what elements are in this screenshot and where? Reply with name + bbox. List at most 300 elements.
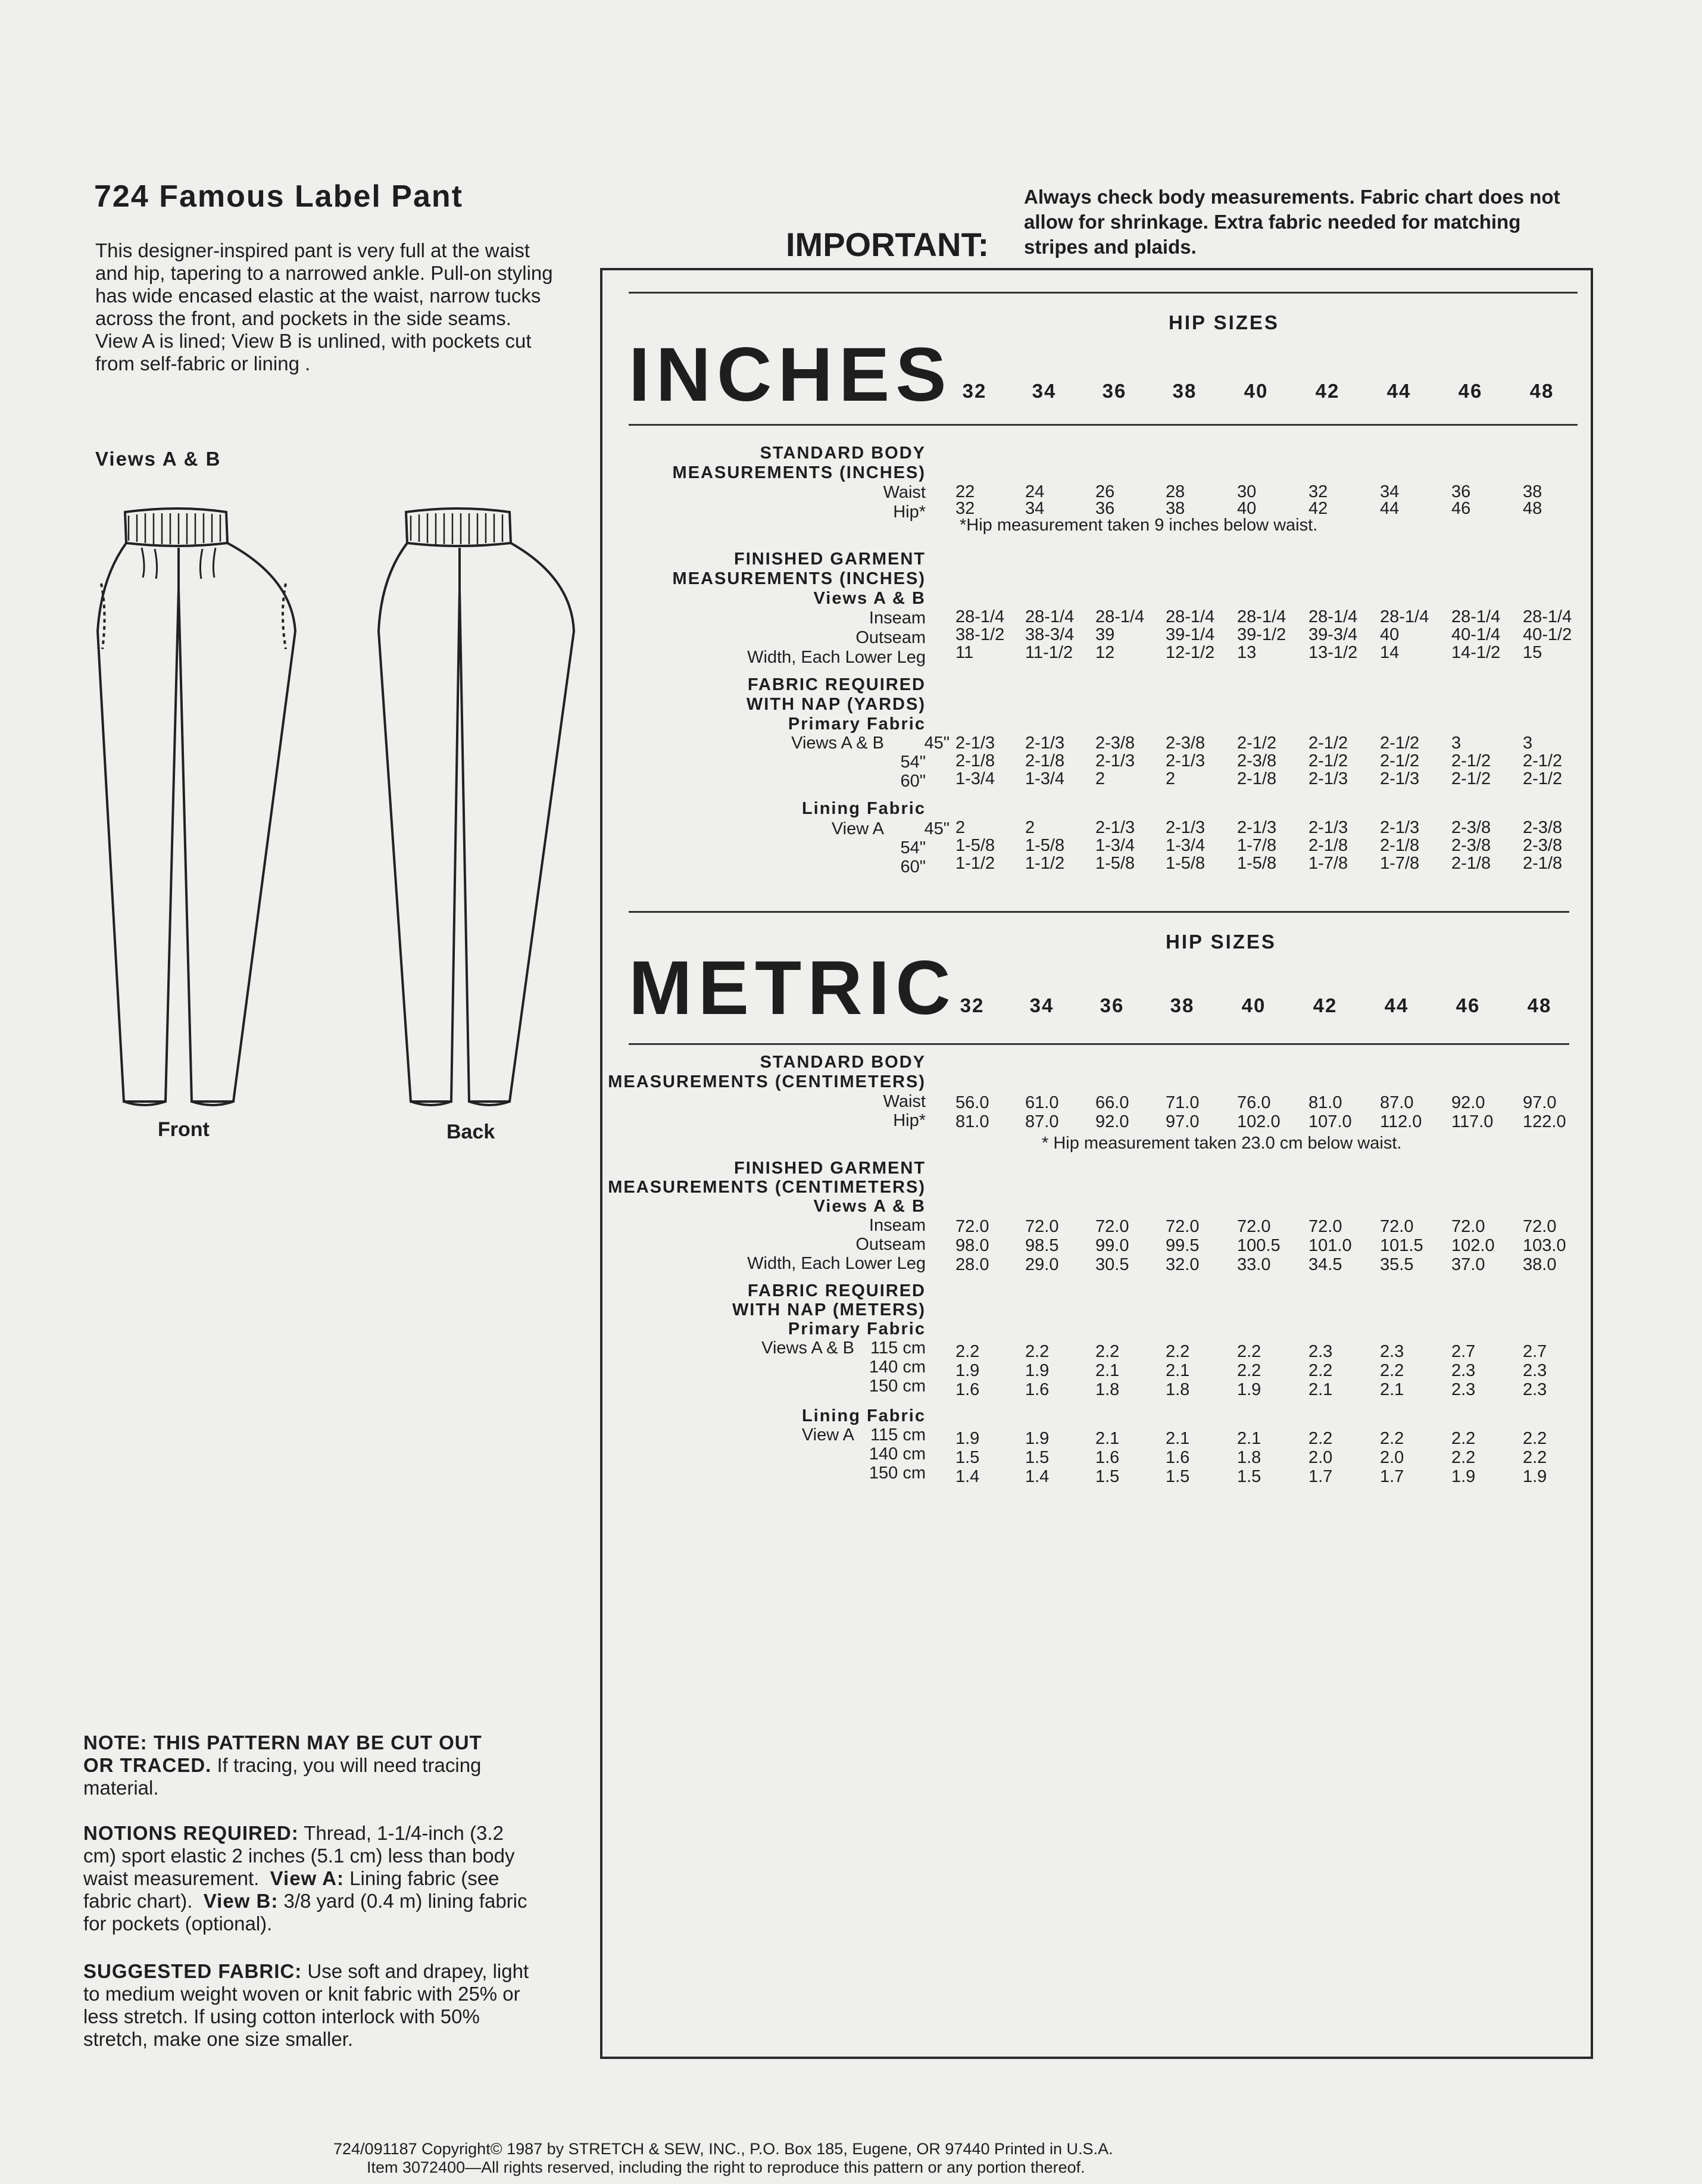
row-label: 140 cm: [869, 1358, 926, 1377]
table-cell: 72.0: [1025, 1217, 1059, 1236]
size-header: 38: [1170, 994, 1195, 1016]
footer-line: Item 3072400—All rights reserved, including the right to reproduce this pattern or any portion thereof.: [367, 2158, 1085, 2176]
table-cell: 28-1/4: [1166, 607, 1215, 626]
table-cell: 2.1: [1095, 1429, 1120, 1448]
table-cell: 1.5: [955, 1448, 980, 1467]
table-cell: 2.1: [1380, 1380, 1404, 1399]
table-cell: 24: [1025, 482, 1045, 501]
important-line: allow for shrinkage. Extra fabric needed for matching: [1024, 211, 1521, 233]
table-cell: 2.1: [1166, 1361, 1190, 1380]
table-cell: 81.0: [1308, 1093, 1342, 1112]
size-header: 38: [1172, 380, 1197, 402]
size-header: 36: [1102, 380, 1127, 402]
inches-hip-sizes-label: HIP SIZES: [1169, 311, 1279, 333]
table-cell: 2.0: [1308, 1448, 1333, 1467]
table-cell: 1-5/8: [1237, 854, 1277, 873]
table-cell: 2-1/8: [1523, 854, 1563, 873]
table-cell: 1-5/8: [955, 836, 995, 855]
table-cell: 99.0: [1095, 1236, 1129, 1255]
table-cell: 2.2: [1380, 1429, 1404, 1448]
table-cell: 2.2: [955, 1342, 980, 1361]
table-cell: 40-1/4: [1451, 625, 1501, 644]
divider: [629, 424, 1578, 426]
divider: [629, 1043, 1569, 1045]
table-cell: 2-1/2: [1451, 769, 1491, 788]
section-label: Views A & B: [813, 589, 926, 608]
section-label: STANDARD BODY: [760, 1053, 926, 1072]
note-text: material.: [83, 1777, 159, 1799]
size-header: 32: [960, 994, 985, 1016]
table-cell: 1-3/4: [955, 769, 995, 788]
table-cell: 28-1/4: [1451, 607, 1501, 626]
note-text: If tracing, you will need tracing: [211, 1754, 482, 1776]
fabric-text: to medium weight woven or knit fabric with 25% or: [83, 1983, 520, 2005]
table-cell: 13: [1237, 643, 1257, 662]
size-header: 48: [1529, 380, 1554, 402]
table-cell: 1.9: [1451, 1467, 1476, 1486]
table-cell: 71.0: [1166, 1093, 1200, 1112]
table-cell: 46: [1451, 499, 1471, 518]
table-cell: 66.0: [1095, 1093, 1129, 1112]
table-cell: 2-1/8: [1308, 836, 1348, 855]
table-cell: 42: [1308, 499, 1328, 518]
table-cell: 36: [1095, 499, 1115, 518]
row-label: Inseam: [869, 609, 926, 628]
size-header: 48: [1527, 994, 1552, 1016]
table-cell: 39: [1095, 625, 1115, 644]
table-cell: 2.3: [1523, 1361, 1547, 1380]
table-cell: 32.0: [1166, 1255, 1200, 1274]
table-cell: 2-1/3: [1380, 769, 1420, 788]
table-cell: 1.9: [1025, 1361, 1050, 1380]
table-cell: 36: [1451, 482, 1471, 501]
table-cell: 2: [1025, 818, 1035, 837]
section-label: FABRIC REQUIRED: [747, 1281, 926, 1300]
table-cell: 1-3/4: [1025, 769, 1065, 788]
size-header: 44: [1386, 380, 1411, 402]
row-label: 45": [924, 819, 950, 838]
table-cell: 72.0: [1237, 1217, 1271, 1236]
row-label: Waist: [883, 483, 926, 502]
table-cell: 1.9: [955, 1361, 980, 1380]
table-cell: 2.2: [1095, 1342, 1120, 1361]
size-header: 44: [1384, 994, 1409, 1016]
notions-note: [83, 1822, 572, 1935]
notions-text: fabric chart).: [83, 1890, 193, 1912]
table-cell: 1.4: [955, 1467, 980, 1486]
table-cell: 28-1/4: [1380, 607, 1429, 626]
inches-hip-footnote: *Hip measurement taken 9 inches below waist.: [960, 516, 1318, 535]
description-line: has wide encased elastic at the waist, narrow tucks: [95, 285, 541, 307]
front-pant-illustration: [89, 506, 304, 1113]
footer-line: 724/091187 Copyright© 1987 by STRETCH & SEW, INC., P.O. Box 185, Eugene, OR 97440 Printed in U.S.A.: [333, 2140, 1113, 2158]
size-header: 42: [1315, 380, 1340, 402]
table-cell: 28-1/4: [1308, 607, 1358, 626]
row-label: 54": [900, 838, 926, 857]
table-cell: 97.0: [1523, 1093, 1557, 1112]
table-cell: 22: [955, 482, 975, 501]
table-cell: 1.6: [1095, 1448, 1120, 1467]
table-cell: 48: [1523, 499, 1542, 518]
table-cell: 98.0: [955, 1236, 989, 1255]
table-cell: 72.0: [1523, 1217, 1557, 1236]
table-cell: 12-1/2: [1166, 643, 1215, 662]
table-cell: 34: [1380, 482, 1400, 501]
row-label: 150 cm: [869, 1377, 926, 1396]
table-cell: 32: [1308, 482, 1328, 501]
row-label: Views A & B: [791, 734, 884, 753]
table-cell: 28-1/4: [1095, 607, 1145, 626]
size-header: 46: [1456, 994, 1481, 1016]
table-cell: 72.0: [1308, 1217, 1342, 1236]
table-cell: 38: [1523, 482, 1542, 501]
table-cell: 122.0: [1523, 1112, 1566, 1131]
table-cell: 2-1/8: [1237, 769, 1277, 788]
table-cell: 38-3/4: [1025, 625, 1075, 644]
table-cell: 1-5/8: [1025, 836, 1065, 855]
table-cell: 102.0: [1237, 1112, 1281, 1131]
important-line: stripes and plaids.: [1024, 236, 1197, 258]
table-cell: 2-1/2: [1237, 734, 1277, 753]
table-cell: 2.2: [1451, 1448, 1476, 1467]
table-cell: 2-3/8: [1451, 818, 1491, 837]
fabric-text: stretch, make one size smaller.: [83, 2028, 354, 2050]
table-cell: 29.0: [1025, 1255, 1059, 1274]
row-label: Waist: [883, 1092, 926, 1111]
size-header: 36: [1100, 994, 1125, 1016]
table-cell: 39-1/2: [1237, 625, 1286, 644]
table-cell: 1.9: [1025, 1429, 1050, 1448]
table-cell: 3: [1451, 734, 1461, 753]
table-cell: 28-1/4: [1237, 607, 1286, 626]
section-label: STANDARD BODY: [760, 444, 926, 463]
table-cell: 2-3/8: [1166, 734, 1206, 753]
table-cell: 2.2: [1380, 1361, 1404, 1380]
table-cell: 26: [1095, 482, 1115, 501]
table-cell: 100.5: [1237, 1236, 1281, 1255]
table-cell: 2.2: [1451, 1429, 1476, 1448]
table-cell: 61.0: [1025, 1093, 1059, 1112]
table-cell: 76.0: [1237, 1093, 1271, 1112]
table-cell: 72.0: [1451, 1217, 1485, 1236]
table-cell: 1-1/2: [955, 854, 995, 873]
notions-text: 3/8 yard (0.4 m) lining fabric: [278, 1890, 527, 1912]
table-cell: 1-3/4: [1166, 836, 1206, 855]
row-label: Views A & B: [761, 1339, 854, 1358]
table-cell: 112.0: [1380, 1112, 1422, 1131]
table-cell: 2.1: [1237, 1429, 1261, 1448]
table-cell: 1.8: [1095, 1380, 1120, 1399]
table-cell: 2-1/8: [1025, 751, 1065, 770]
size-header: 40: [1244, 380, 1269, 402]
table-cell: 2.2: [1523, 1448, 1547, 1467]
size-header: 46: [1458, 380, 1483, 402]
table-cell: 101.0: [1308, 1236, 1352, 1255]
table-cell: 98.5: [1025, 1236, 1059, 1255]
description-line: across the front, and pockets in the side seams.: [95, 307, 511, 329]
table-cell: 14: [1380, 643, 1400, 662]
table-cell: 1-7/8: [1237, 836, 1277, 855]
table-cell: 1.9: [955, 1429, 980, 1448]
table-cell: 2-1/2: [1523, 769, 1563, 788]
table-cell: 1.5: [1025, 1448, 1050, 1467]
description-line: and hip, tapering to a narrowed ankle. Pull-on styling: [95, 262, 553, 284]
table-cell: 2.2: [1523, 1429, 1547, 1448]
table-cell: 2-1/8: [955, 751, 995, 770]
section-label: FINISHED GARMENT: [734, 550, 926, 569]
row-label: Hip*: [893, 503, 926, 522]
table-cell: 56.0: [955, 1093, 989, 1112]
section-label: MEASUREMENTS (CENTIMETERS): [608, 1072, 926, 1091]
table-cell: 38: [1166, 499, 1185, 518]
section-label: Primary Fabric: [788, 715, 926, 734]
table-cell: 101.5: [1380, 1236, 1423, 1255]
table-cell: 34.5: [1308, 1255, 1342, 1274]
table-cell: 2-1/2: [1380, 734, 1420, 753]
table-cell: 2.2: [1308, 1361, 1333, 1380]
table-cell: 1.4: [1025, 1467, 1050, 1486]
row-label: Width, Each Lower Leg: [747, 648, 926, 667]
table-cell: 2-1/2: [1523, 751, 1563, 770]
table-cell: 97.0: [1166, 1112, 1200, 1131]
table-cell: 1-1/2: [1025, 854, 1065, 873]
cut-out-note: [83, 1731, 572, 1799]
section-label: FINISHED GARMENT: [734, 1159, 926, 1178]
table-cell: 30: [1237, 482, 1257, 501]
table-cell: 2.2: [1166, 1342, 1190, 1361]
table-cell: 28.0: [955, 1255, 989, 1274]
pattern-description: [95, 239, 589, 375]
metric-hip-footnote: * Hip measurement taken 23.0 cm below waist.: [1042, 1134, 1402, 1153]
table-cell: 2-1/2: [1308, 751, 1348, 770]
table-cell: 38.0: [1523, 1255, 1557, 1274]
table-cell: 2.0: [1380, 1448, 1404, 1467]
fabric-text: less stretch. If using cotton interlock with 50%: [83, 2005, 480, 2027]
notions-heading: NOTIONS REQUIRED:: [83, 1822, 299, 1844]
table-cell: 1-5/8: [1095, 854, 1135, 873]
row-label: Inseam: [869, 1216, 926, 1235]
fabric-heading: SUGGESTED FABRIC:: [83, 1960, 302, 1982]
table-cell: 92.0: [1095, 1112, 1129, 1131]
table-cell: 2-1/2: [1451, 751, 1491, 770]
table-cell: 2-3/8: [1523, 818, 1563, 837]
table-cell: 2-3/8: [1237, 751, 1277, 770]
table-cell: 2.7: [1451, 1342, 1476, 1361]
table-cell: 1-5/8: [1166, 854, 1206, 873]
table-cell: 2.7: [1523, 1342, 1547, 1361]
table-cell: 2-1/3: [1095, 818, 1135, 837]
row-label: 60": [900, 857, 926, 876]
table-cell: 38-1/2: [955, 625, 1005, 644]
notions-text: cm) sport elastic 2 inches (5.1 cm) less than body: [83, 1845, 515, 1867]
table-cell: 1.5: [1166, 1467, 1190, 1486]
table-cell: 2-1/3: [955, 734, 995, 753]
divider: [629, 292, 1578, 294]
table-cell: 28: [1166, 482, 1185, 501]
table-cell: 1.9: [1523, 1467, 1547, 1486]
size-header: 32: [962, 380, 987, 402]
notions-text: for pockets (optional).: [83, 1912, 273, 1935]
table-cell: 39-3/4: [1308, 625, 1358, 644]
table-cell: 2-1/3: [1095, 751, 1135, 770]
table-cell: 2.3: [1451, 1361, 1476, 1380]
front-caption: Front: [158, 1118, 210, 1141]
table-cell: 2.2: [1237, 1342, 1261, 1361]
table-cell: 1.5: [1095, 1467, 1120, 1486]
table-cell: 2.1: [1308, 1380, 1333, 1399]
table-cell: 2-3/8: [1095, 734, 1135, 753]
row-label: Hip*: [893, 1111, 926, 1130]
table-cell: 2.1: [1166, 1429, 1190, 1448]
table-cell: 2.2: [1237, 1361, 1261, 1380]
back-caption: Back: [446, 1121, 495, 1143]
table-cell: 14-1/2: [1451, 643, 1501, 662]
table-cell: 28-1/4: [1523, 607, 1572, 626]
view-a-label: View A:: [270, 1867, 344, 1889]
table-cell: 11-1/2: [1025, 643, 1073, 662]
table-cell: 72.0: [1380, 1217, 1414, 1236]
section-label: MEASUREMENTS (INCHES): [672, 463, 926, 482]
table-cell: 1.6: [1025, 1380, 1050, 1399]
table-cell: 92.0: [1451, 1093, 1485, 1112]
table-cell: 1-7/8: [1308, 854, 1348, 873]
table-cell: 2: [955, 818, 966, 837]
metric-hip-sizes-label: HIP SIZES: [1166, 931, 1276, 953]
table-cell: 39-1/4: [1166, 625, 1215, 644]
important-label: IMPORTANT:: [786, 226, 989, 263]
table-cell: 2-3/8: [1523, 836, 1563, 855]
suggested-fabric-note: [83, 1960, 572, 2051]
section-label: Views A & B: [813, 1197, 926, 1216]
section-label: Lining Fabric: [801, 1406, 926, 1425]
inches-heading: INCHES: [629, 332, 953, 417]
row-label: Outseam: [855, 628, 926, 647]
table-cell: 34: [1025, 499, 1045, 518]
table-cell: 1.7: [1308, 1467, 1333, 1486]
table-cell: 117.0: [1451, 1112, 1494, 1131]
section-label: WITH NAP (METERS): [732, 1300, 926, 1319]
table-cell: 15: [1523, 643, 1542, 662]
table-cell: 12: [1095, 643, 1115, 662]
table-cell: 1.9: [1237, 1380, 1261, 1399]
notions-text: Thread, 1-1/4-inch (3.2: [298, 1822, 504, 1844]
table-cell: 72.0: [1166, 1217, 1200, 1236]
description-line: View A is lined; View B is unlined, with pockets cut: [95, 330, 532, 352]
important-text: [1024, 185, 1595, 260]
table-cell: 1.7: [1380, 1467, 1404, 1486]
table-cell: 37.0: [1451, 1255, 1485, 1274]
table-cell: 1.6: [1166, 1448, 1190, 1467]
section-label: FABRIC REQUIRED: [747, 675, 926, 694]
back-pant-illustration: [369, 506, 583, 1113]
table-cell: 2-1/8: [1451, 854, 1491, 873]
table-cell: 28-1/4: [955, 607, 1005, 626]
table-cell: 13-1/2: [1308, 643, 1358, 662]
row-label: View A: [831, 819, 884, 838]
table-cell: 2-1/3: [1166, 818, 1206, 837]
table-cell: 2.2: [1025, 1342, 1050, 1361]
section-label: MEASUREMENTS (CENTIMETERS): [608, 1178, 926, 1197]
table-cell: 2-1/2: [1308, 734, 1348, 753]
table-cell: 35.5: [1380, 1255, 1414, 1274]
table-cell: 3: [1523, 734, 1533, 753]
table-cell: 32: [955, 499, 975, 518]
row-label: 54": [900, 753, 926, 772]
table-cell: 1.6: [955, 1380, 980, 1399]
row-label: 115 cm: [870, 1425, 926, 1444]
section-label: Primary Fabric: [788, 1319, 926, 1339]
fabric-text: Use soft and drapey, light: [302, 1960, 529, 1982]
table-cell: 1-7/8: [1380, 854, 1420, 873]
row-label: 115 cm: [870, 1339, 926, 1358]
table-cell: 11: [955, 643, 974, 662]
table-cell: 2.2: [1308, 1429, 1333, 1448]
size-header: 40: [1241, 994, 1266, 1016]
table-cell: 33.0: [1237, 1255, 1271, 1274]
metric-heading: METRIC: [629, 946, 957, 1031]
table-cell: 102.0: [1451, 1236, 1495, 1255]
section-label: Lining Fabric: [801, 799, 926, 818]
table-cell: 107.0: [1308, 1112, 1352, 1131]
table-cell: 81.0: [955, 1112, 989, 1131]
table-cell: 99.5: [1166, 1236, 1200, 1255]
divider: [629, 911, 1569, 913]
table-cell: 2.1: [1095, 1361, 1120, 1380]
size-header: 34: [1029, 994, 1054, 1016]
row-label: 60": [900, 772, 926, 791]
table-cell: 40-1/2: [1523, 625, 1572, 644]
table-cell: 2: [1166, 769, 1176, 788]
note-heading-cont: OR TRACED.: [83, 1754, 212, 1776]
description-line: from self-fabric or lining .: [95, 352, 311, 375]
table-cell: 40: [1380, 625, 1400, 644]
size-header: 34: [1032, 380, 1057, 402]
table-cell: 2.3: [1380, 1342, 1404, 1361]
table-cell: 40: [1237, 499, 1257, 518]
section-label: MEASUREMENTS (INCHES): [672, 569, 926, 588]
section-label: WITH NAP (YARDS): [746, 695, 926, 714]
note-heading: NOTE: THIS PATTERN MAY BE CUT OUT: [83, 1731, 482, 1754]
copyright-footer: [333, 2140, 1113, 2177]
table-cell: 87.0: [1380, 1093, 1414, 1112]
row-label: 45": [924, 734, 950, 753]
table-cell: 2-1/8: [1380, 836, 1420, 855]
view-b-label: View B:: [203, 1890, 279, 1912]
table-cell: 2-3/8: [1451, 836, 1491, 855]
table-cell: 2.3: [1308, 1342, 1333, 1361]
row-label: Outseam: [855, 1235, 926, 1254]
table-cell: 87.0: [1025, 1112, 1059, 1131]
views-label: Views A & B: [95, 448, 221, 470]
table-cell: 1.5: [1237, 1467, 1261, 1486]
table-cell: 1-3/4: [1095, 836, 1135, 855]
row-label: 150 cm: [869, 1464, 926, 1483]
table-cell: 72.0: [955, 1217, 989, 1236]
table-cell: 1.8: [1166, 1380, 1190, 1399]
table-cell: 2: [1095, 769, 1105, 788]
notions-text: waist measurement.: [83, 1867, 260, 1889]
table-cell: 2-1/3: [1237, 818, 1277, 837]
table-cell: 2.3: [1523, 1380, 1547, 1399]
important-line: Always check body measurements. Fabric chart does not: [1024, 186, 1560, 208]
notions-text: Lining fabric (see: [344, 1867, 499, 1889]
table-cell: 72.0: [1095, 1217, 1129, 1236]
table-cell: 28-1/4: [1025, 607, 1075, 626]
table-cell: 103.0: [1523, 1236, 1566, 1255]
description-line: This designer-inspired pant is very full at the waist: [95, 239, 530, 261]
table-cell: 2-1/3: [1308, 769, 1348, 788]
table-cell: 2-1/2: [1380, 751, 1420, 770]
